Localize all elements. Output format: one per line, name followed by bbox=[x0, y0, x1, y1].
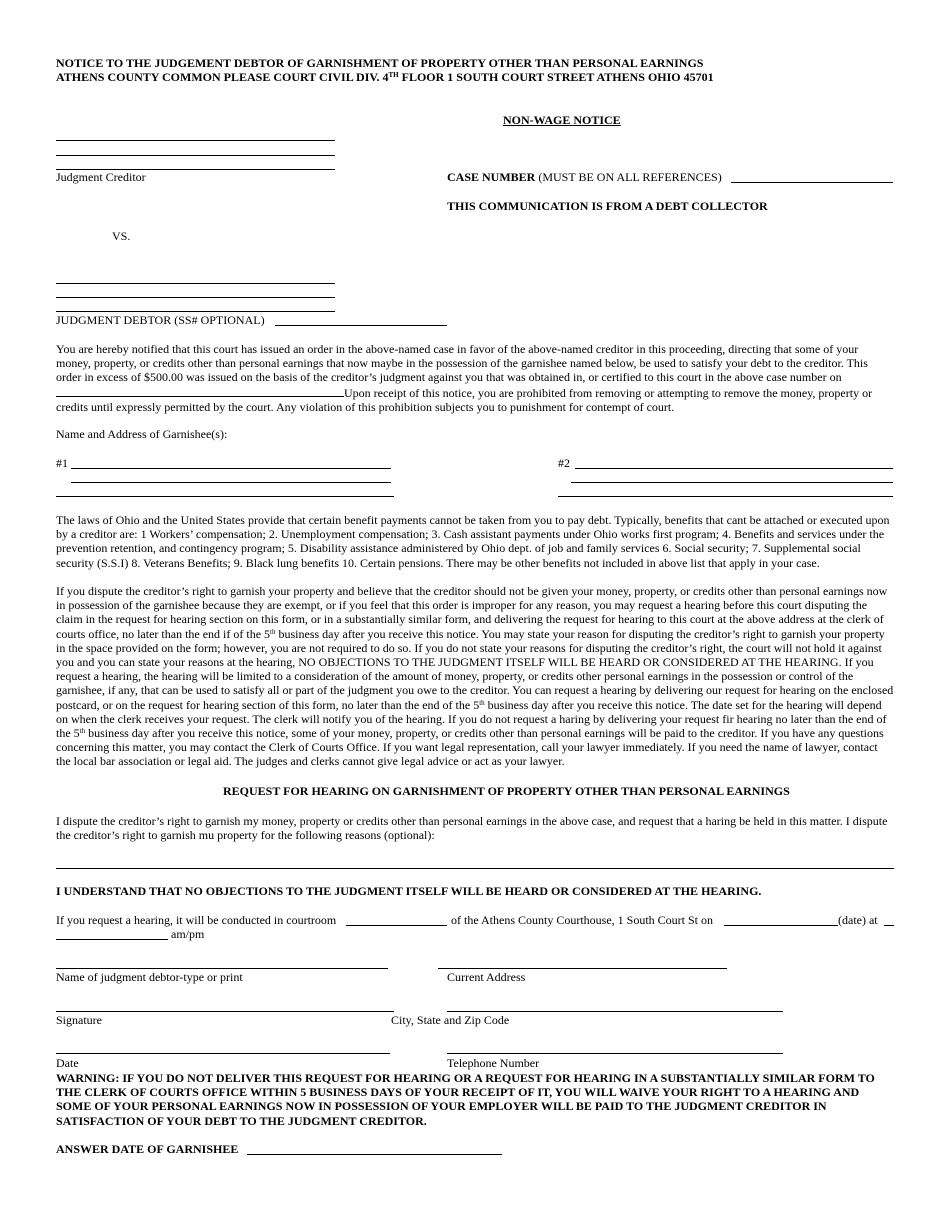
hearing-text-1: If you request a hearing, it will be conducted in courtroom bbox=[56, 913, 337, 927]
judgment-creditor-label: Judgment Creditor bbox=[56, 170, 146, 184]
date-label: Date bbox=[56, 1056, 79, 1070]
garnishee-1-line-1[interactable] bbox=[71, 468, 391, 469]
notice-paragraph-part1: You are hereby notified that this court has issued an order in the above-named case in favor of the above-named creditor in this proceeding, directing that some of your money, property, or credits other than personal earnings that now maybe in the possession of the garnishee named below, be used to satisfy your debt to the creditor. This order in excess of $500.00 was issued on the basis of the creditor’s judgment against you that was obtained in, or certified to this court in the above case number on bbox=[56, 342, 868, 385]
garnishee-1-line-2[interactable] bbox=[71, 482, 391, 483]
notice-paragraph-part2: Upon receipt of this notice, you are prohibited from removing or attempting to remove the money, property or credits until expressly permitted by the court. Any violation of this prohibition subjects you to punishment for contempt of court. bbox=[56, 385, 873, 414]
case-number-bold: CASE NUMBER bbox=[447, 170, 536, 184]
court-address-post: FLOOR 1 SOUTH COURT STREET ATHENS OHIO 45701 bbox=[398, 70, 714, 84]
versus-label: VS. bbox=[112, 229, 131, 243]
warning-statement: WARNING: IF YOU DO NOT DELIVER THIS REQUEST FOR HEARING OR A REQUEST FOR HEARING IN A SUBSTANTIALLY SIMILAR FORM TO THE CLERK OF COURTS OFFICE WITHIN 5 BUSINESS DAYS OF YOUR RECEIPT OF IT, YOU WILL WAIVE YOUR RIGHT TO A HEARING AND SOME OF YOUR PERSONAL EARNINGS NOW IN POSSESSION OF YOUR EMPLOYER WILL BE PAID TO THE JUDGMENT CREDITOR IN SATISFACTION OF YOUR DEBT TO THE JUDGMENT CREDITOR. bbox=[56, 1071, 875, 1128]
case-number-label bbox=[447, 170, 722, 184]
understand-statement: I UNDERSTAND THAT NO OBJECTIONS TO THE JUDGMENT ITSELF WILL BE HEARD OR CONSIDERED AT THE HEARING. bbox=[56, 884, 762, 898]
garnishee-2-label: #2 bbox=[558, 456, 570, 470]
hearing-date-field[interactable] bbox=[724, 925, 838, 926]
ampm-label: am/pm bbox=[171, 927, 205, 941]
dispute-part4: business day after you receive this notice, some of your money, property, or credits other than personal earnings will be paid to the creditor. If you have any questions concerning this matter, you may contact the Clerk of Courts Office. If you want legal representation, call your lawyer immediately. If you need the name of lawyer, contact the local bar association or legal aid. The judges and clerks cannot give legal advice or act as your lawyer. bbox=[56, 726, 884, 769]
dispute-part1: If you dispute the creditor’s right to garnish your property and believe that the creditor should not be given your money, property, or credits other than personal earnings now in possession of the garnishee because they are exempt, or if you feel that this order is improper for any reason, you may request a hearing before this court disputing the claim in the request for hearing section on this form, or in a substantially similar form, and delivering the request for hearing to this court at the above address at the clerk of courts office, no later than the end if of the 5 bbox=[56, 584, 888, 641]
courtroom-field[interactable] bbox=[346, 925, 447, 926]
non-wage-notice-heading: NON-WAGE NOTICE bbox=[503, 113, 621, 127]
hearing-time-field-start[interactable] bbox=[884, 925, 894, 926]
answer-date-label: ANSWER DATE OF GARNISHEE bbox=[56, 1142, 239, 1156]
dispute-part3: business day after you receive this notice. The date set for the hearing will depend on when the clerk receives your request. The clerk will notify you of the hearing. If you do not request a haring by delivering your request fir hearing no later than the end of the 5 bbox=[56, 697, 887, 741]
hearing-text-2: of the Athens County Courthouse, 1 South Court St on bbox=[451, 913, 714, 927]
city-state-zip-field[interactable] bbox=[447, 1011, 783, 1012]
dispute-sup3: th bbox=[79, 727, 86, 736]
request-paragraph: I dispute the creditor’s right to garnish my money, property or credits other than personal earnings in the above case, and request that a haring be held in this matter. I dispute the creditor’s right to garnish mu property for the following reasons (optional): bbox=[56, 814, 888, 843]
debtor-line-1[interactable] bbox=[56, 283, 335, 284]
debtor-name-field[interactable] bbox=[56, 968, 388, 969]
current-address-label: Current Address bbox=[447, 970, 526, 984]
court-address-sup: TH bbox=[388, 71, 399, 79]
case-number-field[interactable] bbox=[731, 182, 893, 183]
hearing-date-label: (date) at bbox=[838, 913, 878, 927]
creditor-line-1[interactable] bbox=[56, 140, 335, 141]
court-address-pre: ATHENS COUNTY COMMON PLEASE COURT CIVIL DIV. 4 bbox=[56, 70, 389, 84]
dispute-sup1: th bbox=[270, 627, 276, 636]
garnishee-heading: Name and Address of Garnishee(s): bbox=[56, 427, 228, 441]
judgment-debtor-label: JUDGMENT DEBTOR (SS# OPTIONAL) bbox=[56, 313, 265, 327]
reasons-field[interactable] bbox=[56, 868, 894, 869]
debt-collector-statement: THIS COMMUNICATION IS FROM A DEBT COLLECTOR bbox=[447, 199, 768, 213]
telephone-label: Telephone Number bbox=[447, 1056, 540, 1070]
creditor-line-2[interactable] bbox=[56, 155, 335, 156]
ss-number-field[interactable] bbox=[275, 325, 447, 326]
notice-paragraph bbox=[56, 342, 894, 414]
current-address-field[interactable] bbox=[438, 968, 727, 969]
city-state-zip-label: City, State and Zip Code bbox=[391, 1013, 510, 1027]
dispute-sup2: th bbox=[479, 698, 485, 707]
telephone-field[interactable] bbox=[447, 1053, 783, 1054]
garnishee-1-line-3[interactable] bbox=[56, 496, 394, 497]
judgment-date-field[interactable] bbox=[56, 385, 344, 397]
garnishee-2-line-1[interactable] bbox=[575, 468, 893, 469]
benefits-paragraph: The laws of Ohio and the United States provide that certain benefit payments cannot be taken from you to pay debt. Typically, benefits that cant be attached or executed upon by a creditor are: 1 Workers’ compensation; 2. Unemployment compensation; 3. Cash assistant payments under Ohio works first program; 4. Benefits and services under the prevention retention, and contingency program; 5. Disability assistance administered by Ohio dept. of job and family services 6. Social security; 7. Supplemental social security (S.S.I) 8. Veterans Benefits; 9. Black lung benefits 10. Certain pensions. There may be other benefits not included in above list that apply in your case. bbox=[56, 513, 890, 570]
court-address bbox=[56, 70, 714, 84]
signature-field[interactable] bbox=[56, 1011, 394, 1012]
dispute-part2: business day after you receive this notice. You may state your reason for disputing the creditor’s right to garnish your property in the space provided on the form; however, you are not required to do so. If you do not state your reasons for disputing the creditor’s right, the court will not hold it against you and you can state your reasons at the hearing, NO OBJECTIONS TO THE JUDGMENT ITSELF WILL BE HEARD OR CONSIDERED AT THE HEARING. If you request a hearing, the hearing will be limited to a consideration of the amount of money, property, or credits other personal earnings in the possession or control of the garnishee, if any, that can be used to satisfy all or part of the judgment you owe to the creditor. You can request a hearing by delivering our request for hearing on the enclosed postcard, or on the request for hearing section of this form, no later than the end of the 5 bbox=[56, 626, 894, 712]
garnishee-2-line-3[interactable] bbox=[558, 496, 893, 497]
answer-date-field[interactable] bbox=[247, 1154, 502, 1155]
garnishee-2-line-2[interactable] bbox=[571, 482, 893, 483]
signature-label: Signature bbox=[56, 1013, 102, 1027]
hearing-time-field[interactable] bbox=[56, 939, 168, 940]
debtor-line-3[interactable] bbox=[56, 311, 335, 312]
debtor-name-label: Name of judgment debtor-type or print bbox=[56, 970, 243, 984]
date-field[interactable] bbox=[56, 1053, 390, 1054]
case-number-note: (MUST BE ON ALL REFERENCES) bbox=[535, 170, 722, 184]
dispute-paragraph bbox=[56, 584, 894, 769]
garnishee-1-label: #1 bbox=[56, 456, 68, 470]
request-heading: REQUEST FOR HEARING ON GARNISHMENT OF PROPERTY OTHER THAN PERSONAL EARNINGS bbox=[223, 784, 790, 798]
notice-title: NOTICE TO THE JUDGEMENT DEBTOR OF GARNISHMENT OF PROPERTY OTHER THAN PERSONAL EARNINGS bbox=[56, 56, 704, 70]
debtor-line-2[interactable] bbox=[56, 297, 335, 298]
